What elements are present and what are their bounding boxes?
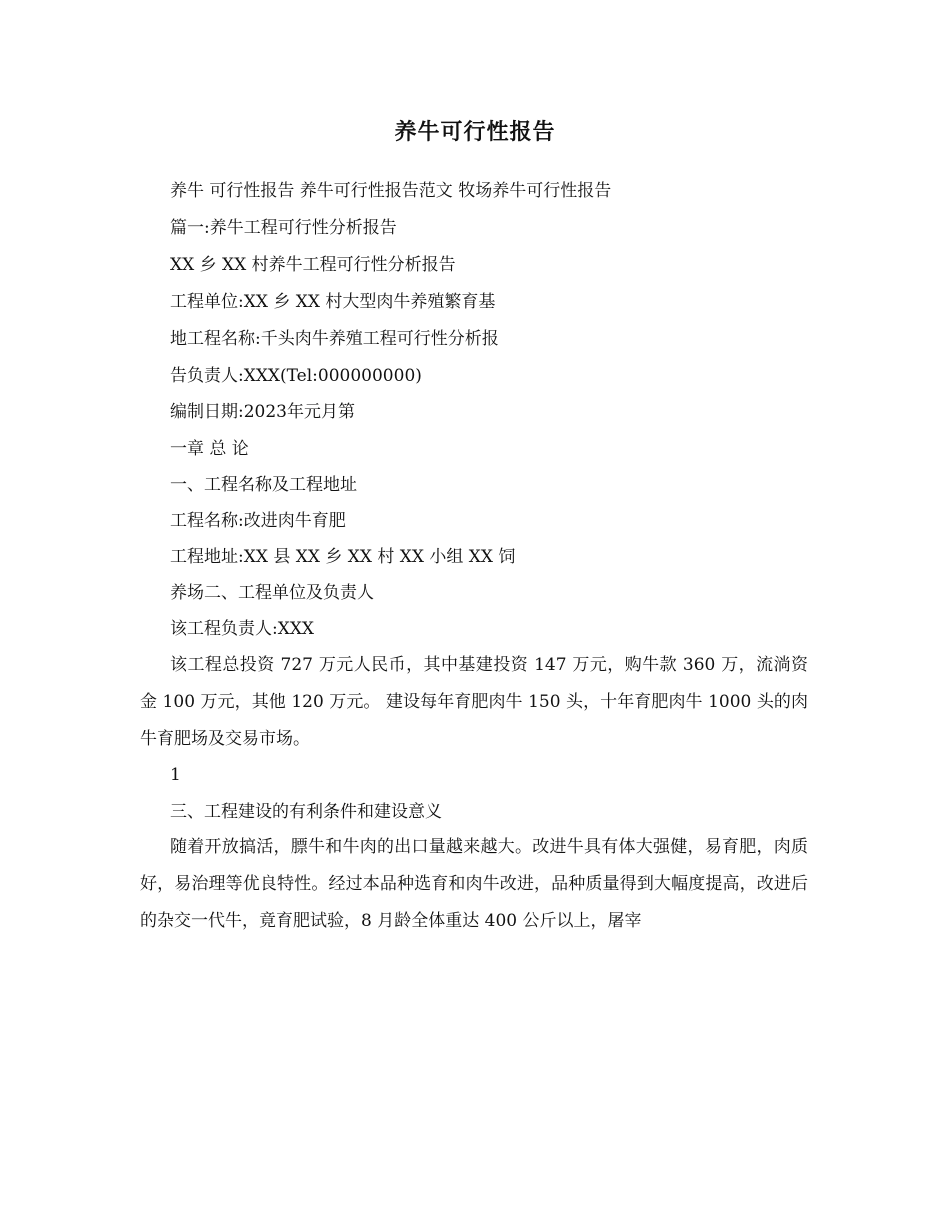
conditions-paragraph: 随着开放搞活，膘牛和牛肉的出口量越来越大。改进牛具有体大强健，易育肥，肉质好，易治理等优良特性。经过本品种选育和肉牛改进，品种质量得到大幅度提高，改进后的杂交一代牛，竟育肥试验，8 月龄全体重达 400 公斤以上，屠宰 (140, 837, 808, 931)
investment-paragraph: 该工程总投资 727 万元人民币，其中基建投资 147 万元，购牛款 360 万，流淌资金 100 万元，其他 120 万元。 建设每年育肥肉牛 150 头，十年育肥肉牛 1000 头的肉牛育肥场及交易市场。 (140, 655, 808, 749)
chapter-heading: 一章 总 论 (170, 439, 249, 459)
article-heading: 篇一:养牛工程可行性分析报告 (170, 218, 397, 238)
document-title: 养牛可行性报告 (394, 119, 556, 145)
project-address-line: 工程地址:XX 县 XX 乡 XX 村 XX 小组 XX 饲 (170, 547, 516, 567)
report-subtitle: XX 乡 XX 村养牛工程可行性分析报告 (170, 255, 456, 275)
project-name-detail: 工程名称:改进肉牛育肥 (170, 511, 346, 531)
project-name-line: 地工程名称:千头肉牛养殖工程可行性分析报 (170, 329, 499, 349)
project-unit-line: 工程单位:XX 乡 XX 村大型肉牛养殖繁育基 (170, 292, 496, 312)
keywords-line: 养牛 可行性报告 养牛可行性报告范文 牧场养牛可行性报告 (170, 181, 612, 201)
section-three-heading: 三、工程建设的有利条件和建设意义 (170, 802, 442, 822)
page-number: 1 (170, 765, 181, 785)
project-leader-line: 该工程负责人:XXX (170, 619, 315, 639)
responsible-person-line: 告负责人:XXX(Tel:000000000) (170, 366, 422, 386)
compile-date-line: 编制日期:2023年元月第 (170, 402, 355, 422)
section-one-heading: 一、工程名称及工程地址 (170, 475, 357, 495)
section-two-heading: 养场二、工程单位及负责人 (170, 583, 374, 603)
